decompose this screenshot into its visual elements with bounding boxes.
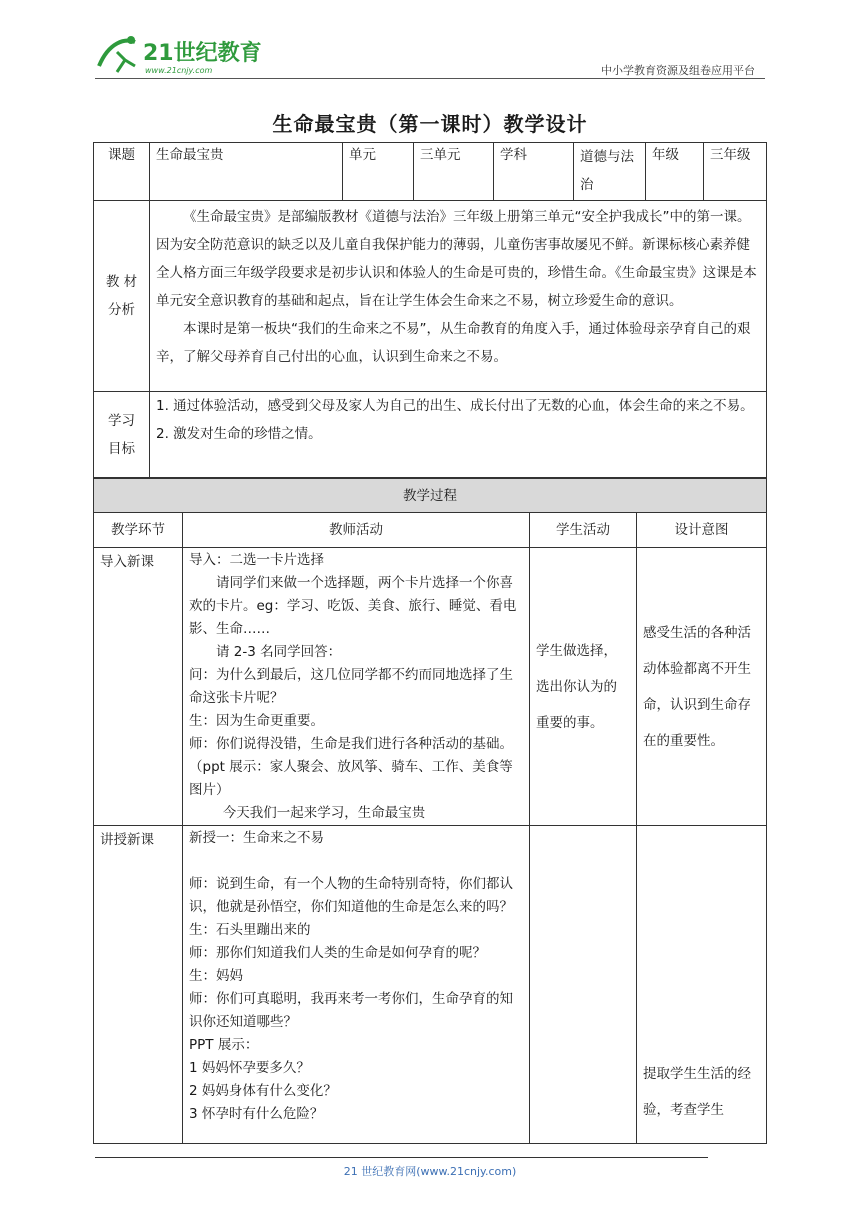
goal-1: 1. 通过体验活动，感受到父母及家人为自己的出生、成长付出了无数的心血，体会生命的来之不易。 bbox=[156, 398, 754, 414]
teacher-activity-new bbox=[183, 826, 530, 1144]
unit-value: 三单元 bbox=[414, 143, 494, 201]
analysis-paragraph-1: 《生命最宝贵》是部编版教材《道德与法治》三年级上册第三单元“安全护我成长”中的第一课。因为安全防范意识的缺乏以及儿童自我保护能力的薄弱，儿童伤害事故屡见不鲜。新课标核心素养健全人格方面三年级学段要求是初步认识和体验人的生命是可贵的，珍惜生命。《生命最宝贵》这课是本单元安全意识教育的基础和起点，旨在让学生体会生命来之不易，树立珍爱生命的意识。 bbox=[156, 209, 757, 309]
intro-line-1: 导入：二选一卡片选择 bbox=[189, 552, 324, 568]
stage-new-lesson: 讲授新课 bbox=[94, 826, 183, 1144]
new-line-9: 2 妈妈身体有什么变化？ bbox=[189, 1083, 337, 1099]
intro-line-6: 师：你们说得没错，生命是我们进行各种活动的基础。（ppt 展示：家人聚会、放风筝、骑车、工作、美食等图片） bbox=[189, 736, 513, 798]
topic-value: 生命最宝贵 bbox=[150, 143, 343, 201]
site-logo bbox=[95, 32, 265, 76]
goals-content bbox=[150, 392, 767, 478]
intro-line-5: 生：因为生命更重要。 bbox=[189, 713, 324, 729]
blank-line bbox=[189, 850, 523, 873]
header-student: 学生活动 bbox=[530, 513, 637, 548]
intro-line-2: 请同学们来做一个选择题，两个卡片选择一个你喜欢的卡片。eg：学习、吃饭、美食、旅行、睡觉、看电影、生命…… bbox=[189, 575, 517, 637]
new-line-10: 3 怀孕时有什么危险？ bbox=[189, 1106, 324, 1122]
goal-2: 2. 激发对生命的珍惜之情。 bbox=[156, 426, 322, 442]
student-activity-new bbox=[530, 826, 637, 1144]
stage-intro: 导入新课 bbox=[94, 548, 183, 826]
analysis-content bbox=[150, 201, 767, 392]
design-intent-new: 提取学生生活的经验，考查学生 bbox=[637, 826, 767, 1144]
intro-line-4: 问：为什么到最后，这几位同学都不约而同地选择了生命这张卡片呢？ bbox=[189, 667, 513, 706]
platform-name: 中小学教育资源及组卷应用平台 bbox=[601, 64, 755, 77]
header-stage: 教学环节 bbox=[94, 513, 183, 548]
header-divider bbox=[95, 78, 765, 79]
new-line-3: 生：石头里蹦出来的 bbox=[189, 922, 311, 938]
page-header bbox=[95, 28, 765, 80]
info-table bbox=[93, 142, 767, 478]
analysis-paragraph-2: 本课时是第一板块“我们的生命来之不易”，从生命教育的角度入手，通过体验母亲孕育自己的艰辛，了解父母养育自己付出的心血，认识到生命来之不易。 bbox=[156, 321, 751, 365]
unit-label: 单元 bbox=[343, 143, 414, 201]
design-intent-intro: 感受生活的各种活动体验都离不开生命，认识到生命存在的重要性。 bbox=[637, 548, 767, 826]
footer-divider bbox=[95, 1157, 708, 1158]
goals-label: 学习 目标 bbox=[94, 392, 150, 478]
process-title: 教学过程 bbox=[94, 479, 767, 513]
document-title: 生命最宝贵（第一课时）教学设计 bbox=[272, 112, 588, 136]
new-line-6: 师：你们可真聪明，我再来考一考你们，生命孕育的知识你还知道哪些？ bbox=[189, 991, 513, 1030]
subject-value: 道德与法治 bbox=[574, 143, 646, 201]
footer-text: 21 世纪教育网(www.21cnjy.com) bbox=[343, 1165, 517, 1178]
new-line-7: PPT 展示： bbox=[189, 1037, 259, 1053]
grade-value: 三年级 bbox=[704, 143, 767, 201]
subject-label: 学科 bbox=[494, 143, 574, 201]
new-line-5: 生：妈妈 bbox=[189, 968, 243, 984]
process-table bbox=[93, 478, 767, 1144]
teacher-activity-intro bbox=[183, 548, 530, 826]
student-activity-intro: 学生做选择，选出你认为的重要的事。 bbox=[530, 548, 637, 826]
new-line-1: 新授一：生命来之不易 bbox=[189, 830, 324, 846]
intro-line-3: 请 2-3 名同学回答： bbox=[216, 644, 342, 660]
new-line-4: 师：那你们知道我们人类的生命是如何孕育的呢？ bbox=[189, 945, 486, 961]
topic-label: 课题 bbox=[94, 143, 150, 201]
new-line-8: 1 妈妈怀孕要多久？ bbox=[189, 1060, 310, 1076]
svg-text:21世纪教育: 21世纪教育 bbox=[143, 41, 262, 66]
header-intent: 设计意图 bbox=[637, 513, 767, 548]
intro-line-7: 今天我们一起来学习，生命最宝贵 bbox=[222, 805, 426, 821]
new-line-2: 师：说到生命，有一个人物的生命特别奇特，你们都认识，他就是孙悟空，你们知道他的生命是怎么来的吗？ bbox=[189, 876, 513, 915]
header-teacher: 教师活动 bbox=[183, 513, 530, 548]
svg-text:www.21cnjy.com: www.21cnjy.com bbox=[145, 66, 213, 75]
analysis-label: 教 材 分析 bbox=[94, 201, 150, 392]
grade-label: 年级 bbox=[646, 143, 704, 201]
